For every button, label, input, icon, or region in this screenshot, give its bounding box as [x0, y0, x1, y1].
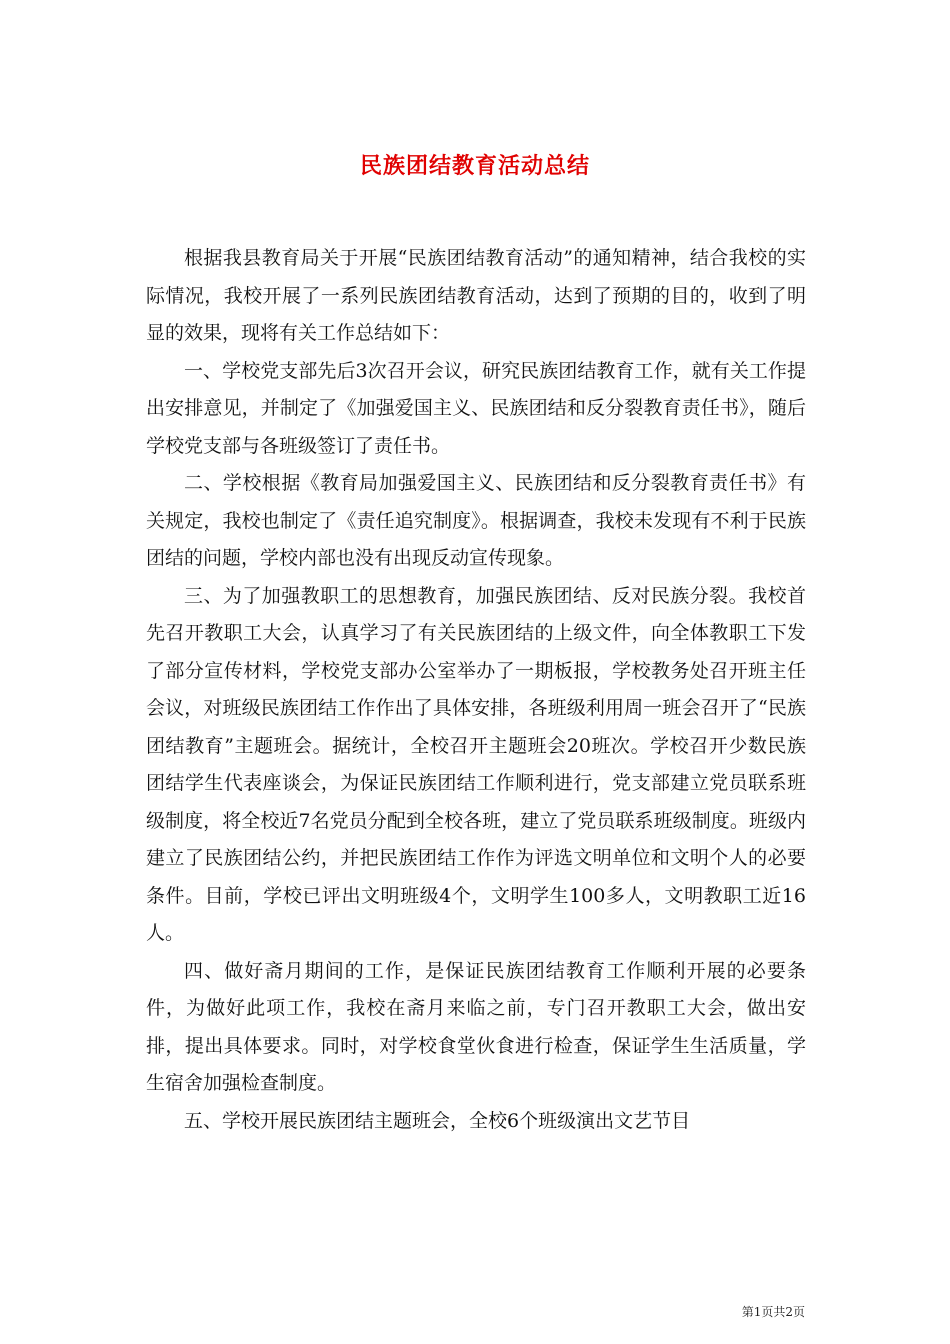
page-number: 第1页共2页 — [741, 1305, 805, 1319]
paragraph-item-4: 四、做好斋月期间的工作，是保证民族团结教育工作顺利开展的必要条件，为做好此项工作，我校在斋月来临之前，专门召开教职工大会，做出安排，提出具体要求。同时，对学校食堂伙食进行检查，保证学生生活质量，学生宿舍加强检查制度。 — [146, 959, 806, 1094]
paragraph-item-5: 五、学校开展民族团结主题班会，全校6个班级演出文艺节目 — [184, 1109, 691, 1132]
paragraph-item-3: 三、为了加强教职工的思想教育，加强民族团结、反对民族分裂。我校首先召开教职工大会，认真学习了有关民族团结的上级文件，向全体教职工下发了部分宣传材料，学校党支部办公室举办了一期板报，学校教务处召开班主任会议，对班级民族团结工作作出了具体安排，各班级利用周一班会召开了“民族团结教育”主题班会。据统计，全校召开主题班会20班次。学校召开少数民族团结学生代表座谈会，为保证民族团结工作顺利进行，党支部建立党员联系班级制度，将全校近7名党员分配到全校各班，建立了党员联系班级制度。班级内建立了民族团结公约，并把民族团结工作作为评选文明单位和文明个人的必要条件。目前，学校已评出文明班级4个，文明学生100多人，文明教职工近16人。 — [146, 584, 806, 944]
paragraph-item-1: 一、学校党支部先后3次召开会议，研究民族团结教育工作，就有关工作提出安排意见，并制定了《加强爱国主义、民族团结和反分裂教育责任书》，随后学校党支部与各班级签订了责任书。 — [146, 359, 806, 457]
paragraph-intro: 根据我县教育局关于开展“民族团结教育活动”的通知精神，结合我校的实际情况，我校开展了一系列民族团结教育活动，达到了预期的目的，收到了明显的效果，现将有关工作总结如下： — [146, 247, 806, 344]
document-body — [146, 240, 806, 1140]
paragraph-item-2: 二、学校根据《教育局加强爱国主义、民族团结和反分裂教育责任书》有关规定，我校也制定了《责任追究制度》。根据调查，我校未发现有不利于民族团结的问题，学校内部也没有出现反动宣传现象。 — [146, 472, 806, 569]
document-title: 民族团结教育活动总结 — [359, 152, 590, 179]
